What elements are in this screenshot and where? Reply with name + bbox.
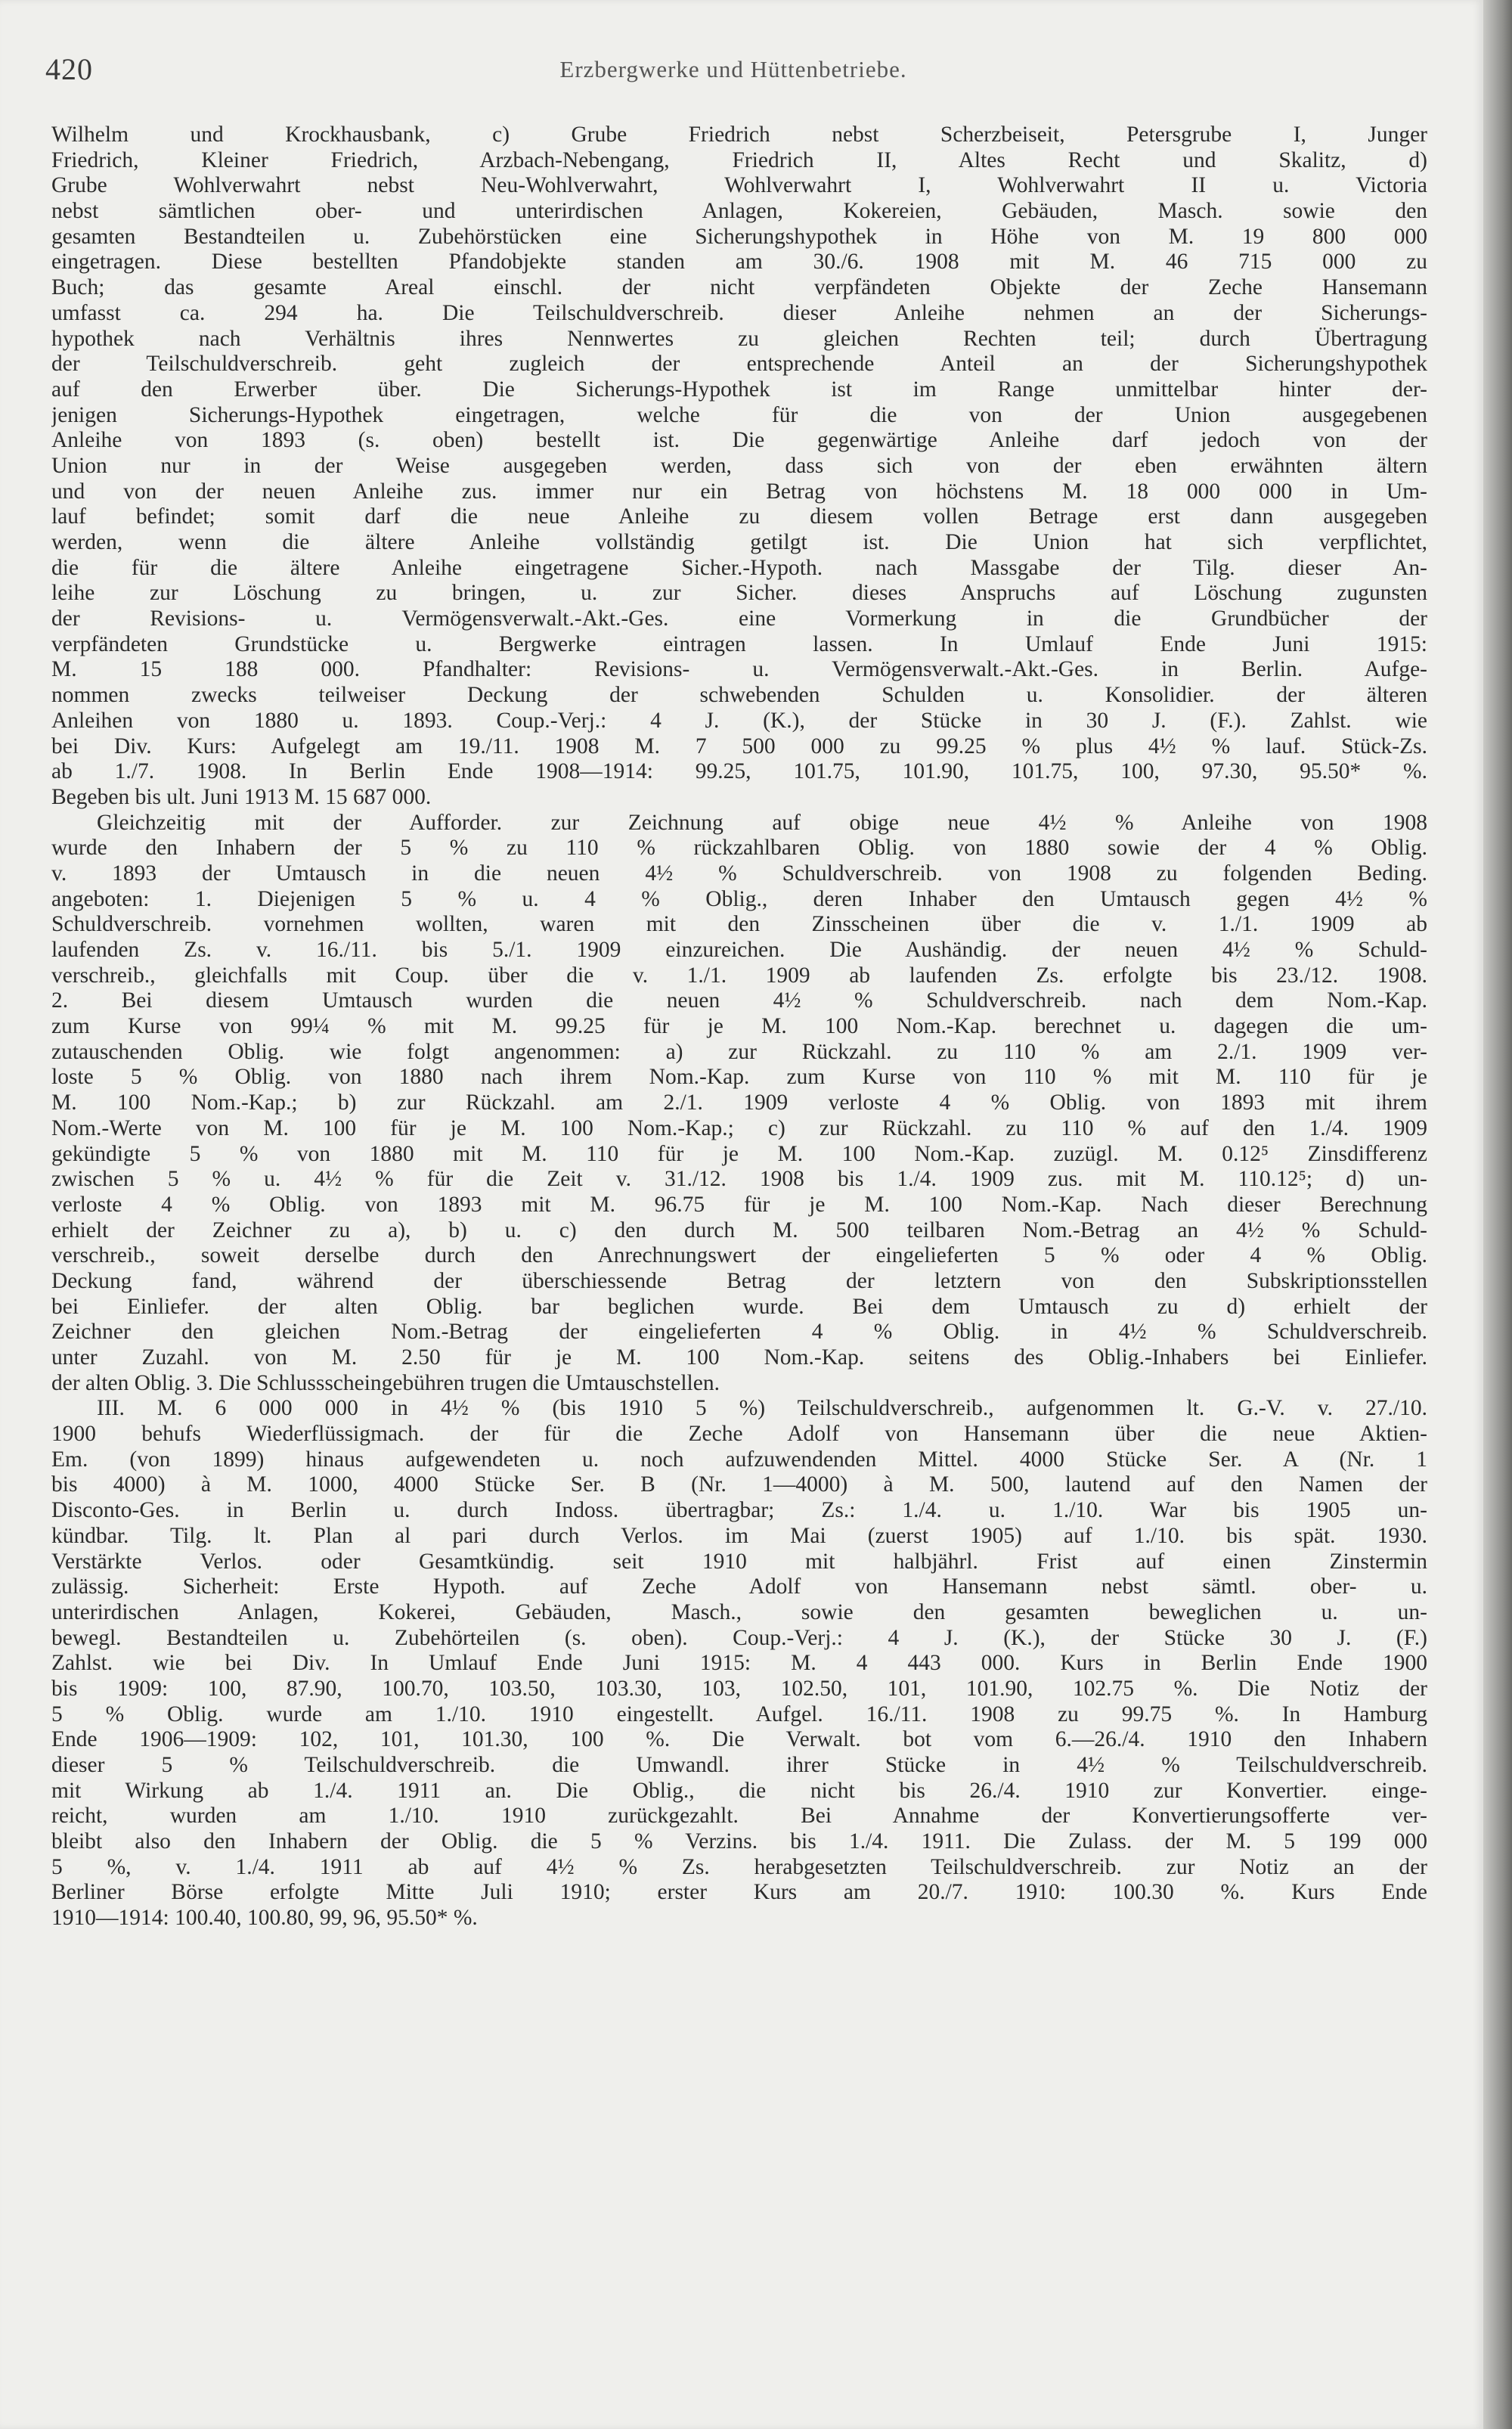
text-line: leihe zur Löschung zu bringen, u. zur Sicher. dieses Anspruchs auf Löschung zugunsten (51, 581, 1427, 606)
page-header (45, 51, 1421, 89)
text-line: verschreib., gleichfalls mit Coup. über die v. 1./1. 1909 ab laufenden Zs. erfolgte bis 23./12. 1908. (51, 963, 1427, 988)
text-line: eingetragen. Diese bestellten Pfandobjekte standen am 30./6. 1908 mit M. 46 715 000 zu (51, 250, 1427, 275)
text-line: Disconto-Ges. in Berlin u. durch Indoss. übertragbar; Zs.: 1./4. u. 1./10. War bis 1905 un- (51, 1498, 1427, 1523)
text-line: Buch; das gesamte Areal einschl. der nicht verpfändeten Objekte der Zeche Hansemann (51, 275, 1427, 300)
text-line: der Revisions- u. Vermögensverwalt.-Akt.-Ges. eine Vormerkung in die Grundbücher der (51, 606, 1427, 631)
text-line: lauf befindet; somit darf die neue Anleihe zu diesem vollen Betrage erst dann ausgegeben (51, 504, 1427, 529)
text-line: M. 100 Nom.-Kap.; b) zur Rückzahl. am 2./1. 1909 verloste 4 % Oblig. von 1893 mit ihrem (51, 1090, 1427, 1115)
text-line: 2. Bei diesem Umtausch wurden die neuen 4½ % Schuldverschreib. nach dem Nom.-Kap. (51, 988, 1427, 1013)
text-line: Gleichzeitig mit der Aufforder. zur Zeichnung auf obige neue 4½ % Anleihe von 1908 (97, 810, 1427, 835)
text-line: Grube Wohlverwahrt nebst Neu-Wohlverwahrt, Wohlverwahrt I, Wohlverwahrt II u. Victoria (51, 173, 1427, 198)
text-line: umfasst ca. 294 ha. Die Teilschuldverschreib. dieser Anleihe nehmen an der Sicherungs- (51, 300, 1427, 325)
text-line: unter Zuzahl. von M. 2.50 für je M. 100 Nom.-Kap. seitens des Oblig.-Inhabers bei Einliefer. (51, 1345, 1427, 1370)
text-line: kündbar. Tilg. lt. Plan al pari durch Verlos. im Mai (zuerst 1905) auf 1./10. bis spät. 1930. (51, 1523, 1427, 1548)
text-line: M. 15 188 000. Pfandhalter: Revisions- u. Vermögensverwalt.-Akt.-Ges. in Berlin. Aufge- (51, 657, 1427, 682)
page-edge-shadow (1483, 0, 1512, 2429)
text-line: loste 5 % Oblig. von 1880 nach ihrem Nom.-Kap. zum Kurse von 110 % mit M. 110 für je (51, 1065, 1427, 1090)
text-line: Friedrich, Kleiner Friedrich, Arzbach-Nebengang, Friedrich II, Altes Recht und Skalitz, d) (51, 147, 1427, 172)
body-text (51, 123, 1427, 1931)
text-line: nebst sämtlichen ober- und unterirdischen Anlagen, Kokereien, Gebäuden, Masch. sowie den (51, 199, 1427, 224)
text-line: wurde den Inhabern der 5 % zu 110 % rückzahlbaren Oblig. von 1880 sowie der 4 % Oblig. (51, 836, 1427, 861)
text-line: hypothek nach Verhältnis ihres Nennwertes zu gleichen Rechten teil; durch Übertragung (51, 326, 1427, 351)
text-line: angeboten: 1. Diejenigen 5 % u. 4 % Oblig., deren Inhaber den Umtausch gegen 4½ % (51, 886, 1427, 911)
text-line: zwischen 5 % u. 4½ % für die Zeit v. 31./12. 1908 bis 1./4. 1909 zus. mit M. 110.12⁵; d) un- (51, 1167, 1427, 1192)
text-line: jenigen Sicherungs-Hypothek eingetragen, welche für die von der Union ausgegebenen (51, 402, 1427, 427)
text-line: bei Div. Kurs: Aufgelegt am 19./11. 1908 M. 7 500 000 zu 99.25 % plus 4½ % lauf. Stück-Zs. (51, 734, 1427, 758)
text-line: laufenden Zs. v. 16./11. bis 5./1. 1909 einzureichen. Die Aushändig. der neuen 4½ % Schuld- (51, 938, 1427, 962)
text-line: nommen zwecks teilweiser Deckung der schwebenden Schulden u. Konsolidier. der älteren (51, 683, 1427, 708)
text-line: zutauschenden Oblig. wie folgt angenommen: a) zur Rückzahl. zu 110 % am 2./1. 1909 ver- (51, 1039, 1427, 1064)
text-line: Verstärkte Verlos. oder Gesamtkündig. seit 1910 mit halbjährl. Frist auf einen Zinstermin (51, 1549, 1427, 1574)
text-line: mit Wirkung ab 1./4. 1911 an. Die Oblig., die nicht bis 26./4. 1910 zur Konvertier. einge- (51, 1778, 1427, 1803)
text-line: der Teilschuldverschreib. geht zugleich der entsprechende Anteil an der Sicherungshypothek (51, 352, 1427, 377)
text-line: reicht, wurden am 1./10. 1910 zurückgezahlt. Bei Annahme der Konvertierungsofferte ver- (51, 1804, 1427, 1829)
text-line: der alten Oblig. 3. Die Schlussscheingebühren trugen die Umtauschstellen. (51, 1370, 720, 1395)
text-line: Wilhelm und Krockhausbank, c) Grube Friedrich nebst Scherzbeiseit, Petersgrube I, Junger (51, 123, 1427, 147)
text-line: zulässig. Sicherheit: Erste Hypoth. auf Zeche Adolf von Hansemann nebst sämtl. ober- u. (51, 1574, 1427, 1599)
text-line: 5 %, v. 1./4. 1911 ab auf 4½ % Zs. herabgesetzten Teilschuldverschreib. zur Notiz an der (51, 1854, 1427, 1879)
text-line: zum Kurse von 99¼ % mit M. 99.25 für je M. 100 Nom.-Kap. berechnet u. dagegen die um- (51, 1014, 1427, 1039)
text-line: Ende 1906—1909: 102, 101, 101.30, 100 %. Die Verwalt. bot vom 6.—26./4. 1910 den Inhabern (51, 1727, 1427, 1752)
text-line: verschreib., soweit derselbe durch den Anrechnungswert der eingelieferten 5 % oder 4 % Oblig. (51, 1243, 1427, 1268)
text-line: bewegl. Bestandteilen u. Zubehörteilen (s. oben). Coup.-Verj.: 4 J. (K.), der Stücke 30 J. (F.) (51, 1625, 1427, 1650)
text-line: Anleihe von 1893 (s. oben) bestellt ist. Die gegenwärtige Anleihe darf jedoch von der (51, 428, 1427, 453)
text-line: Anleihen von 1880 u. 1893. Coup.-Verj.: 4 J. (K.), der Stücke in 30 J. (F.). Zahlst. wie (51, 708, 1427, 733)
text-line: verpfändeten Grundstücke u. Bergwerke eintragen lassen. In Umlauf Ende Juni 1915: (51, 631, 1427, 656)
text-line: gekündigte 5 % von 1880 mit M. 110 für je M. 100 Nom.-Kap. zuzügl. M. 0.12⁵ Zinsdifferenz (51, 1141, 1427, 1166)
text-line: 5 % Oblig. wurde am 1./10. 1910 eingestellt. Aufgel. 16./11. 1908 zu 99.75 %. In Hamburg (51, 1702, 1427, 1726)
text-line: Begeben bis ult. Juni 1913 M. 15 687 000. (51, 784, 432, 809)
text-line: 1900 behufs Wiederflüssigmach. der für die Zeche Adolf von Hansemann über die neue Aktien- (51, 1422, 1427, 1447)
text-line: Zahlst. wie bei Div. In Umlauf Ende Juni 1915: M. 4 443 000. Kurs in Berlin Ende 1900 (51, 1651, 1427, 1676)
text-line: Em. (von 1899) hinaus aufgewendeten u. noch aufzuwendenden Mittel. 4000 Stücke Ser. A (Nr. 1 (51, 1447, 1427, 1472)
text-line: die für die ältere Anleihe eingetragene Sicher.-Hypoth. nach Massgabe der Tilg. dieser An- (51, 555, 1427, 580)
text-line: ab 1./7. 1908. In Berlin Ende 1908—1914: 99.25, 101.75, 101.90, 101.75, 100, 97.30, 95.50* %. (51, 759, 1427, 784)
text-line: Deckung fand, während der überschiessende Betrag der letztern von den Subskriptionsstellen (51, 1268, 1427, 1293)
text-line: III. M. 6 000 000 in 4½ % (bis 1910 5 %) Teilschuldverschreib., aufgenommen lt. G.-V. v. 27./10. (97, 1396, 1427, 1421)
text-line: dieser 5 % Teilschuldverschreib. die Umwandl. ihrer Stücke in 4½ % Teilschuldverschreib. (51, 1753, 1427, 1777)
text-line: Berliner Börse erfolgte Mitte Juli 1910; erster Kurs am 20./7. 1910: 100.30 %. Kurs Ende (51, 1880, 1427, 1905)
text-line: unterirdischen Anlagen, Kokerei, Gebäuden, Masch., sowie den gesamten beweglichen u. un- (51, 1599, 1427, 1624)
text-line: Zeichner den gleichen Nom.-Betrag der eingelieferten 4 % Oblig. in 4½ % Schuldverschreib. (51, 1320, 1427, 1345)
text-line: Union nur in der Weise ausgegeben werden, dass sich von der eben erwähnten ältern (51, 453, 1427, 478)
text-line: werden, wenn die ältere Anleihe vollständig getilgt ist. Die Union hat sich verpflichtet, (51, 530, 1427, 554)
text-line: erhielt der Zeichner zu a), b) u. c) den durch M. 500 teilbaren Nom.-Betrag an 4½ % Schuld- (51, 1218, 1427, 1242)
text-line: auf den Erwerber über. Die Sicherungs-Hypothek ist im Range unmittelbar hinter der- (51, 377, 1427, 402)
text-line: Schuldverschreib. vornehmen wollten, waren mit den Zinsscheinen über die v. 1./1. 1909 ab (51, 912, 1427, 937)
text-line: bleibt also den Inhabern der Oblig. die 5 % Verzins. bis 1./4. 1911. Die Zulass. der M. 5 199 000 (51, 1829, 1427, 1854)
text-line: bis 4000) à M. 1000, 4000 Stücke Ser. B (Nr. 1—4000) à M. 500, lautend auf den Namen der (51, 1472, 1427, 1497)
text-line: v. 1893 der Umtausch in die neuen 4½ % Schuldverschreib. von 1908 zu folgenden Beding. (51, 861, 1427, 886)
text-line: verloste 4 % Oblig. von 1893 mit M. 96.75 für je M. 100 Nom.-Kap. Nach dieser Berechnung (51, 1192, 1427, 1217)
text-line: bis 1909: 100, 87.90, 100.70, 103.50, 103.30, 103, 102.50, 101, 101.90, 102.75 %. Die Notiz der (51, 1676, 1427, 1701)
text-line: gesamten Bestandteilen u. Zubehörstücken eine Sicherungshypothek in Höhe von M. 19 800 000 (51, 224, 1427, 249)
text-line: bei Einliefer. der alten Oblig. bar beglichen wurde. Bei dem Umtausch zu d) erhielt der (51, 1294, 1427, 1319)
text-line: 1910—1914: 100.40, 100.80, 99, 96, 95.50* %. (51, 1906, 478, 1931)
running-title: Erzbergwerke und Hüttenbetriebe. (559, 56, 907, 82)
text-line: Nom.-Werte von M. 100 für je M. 100 Nom.-Kap.; c) zur Rückzahl. zu 110 % auf den 1./4. 1909 (51, 1115, 1427, 1140)
page-number: 420 (45, 52, 93, 86)
text-line: und von der neuen Anleihe zus. immer nur ein Betrag von höchstens M. 18 000 000 in Um- (51, 479, 1427, 504)
